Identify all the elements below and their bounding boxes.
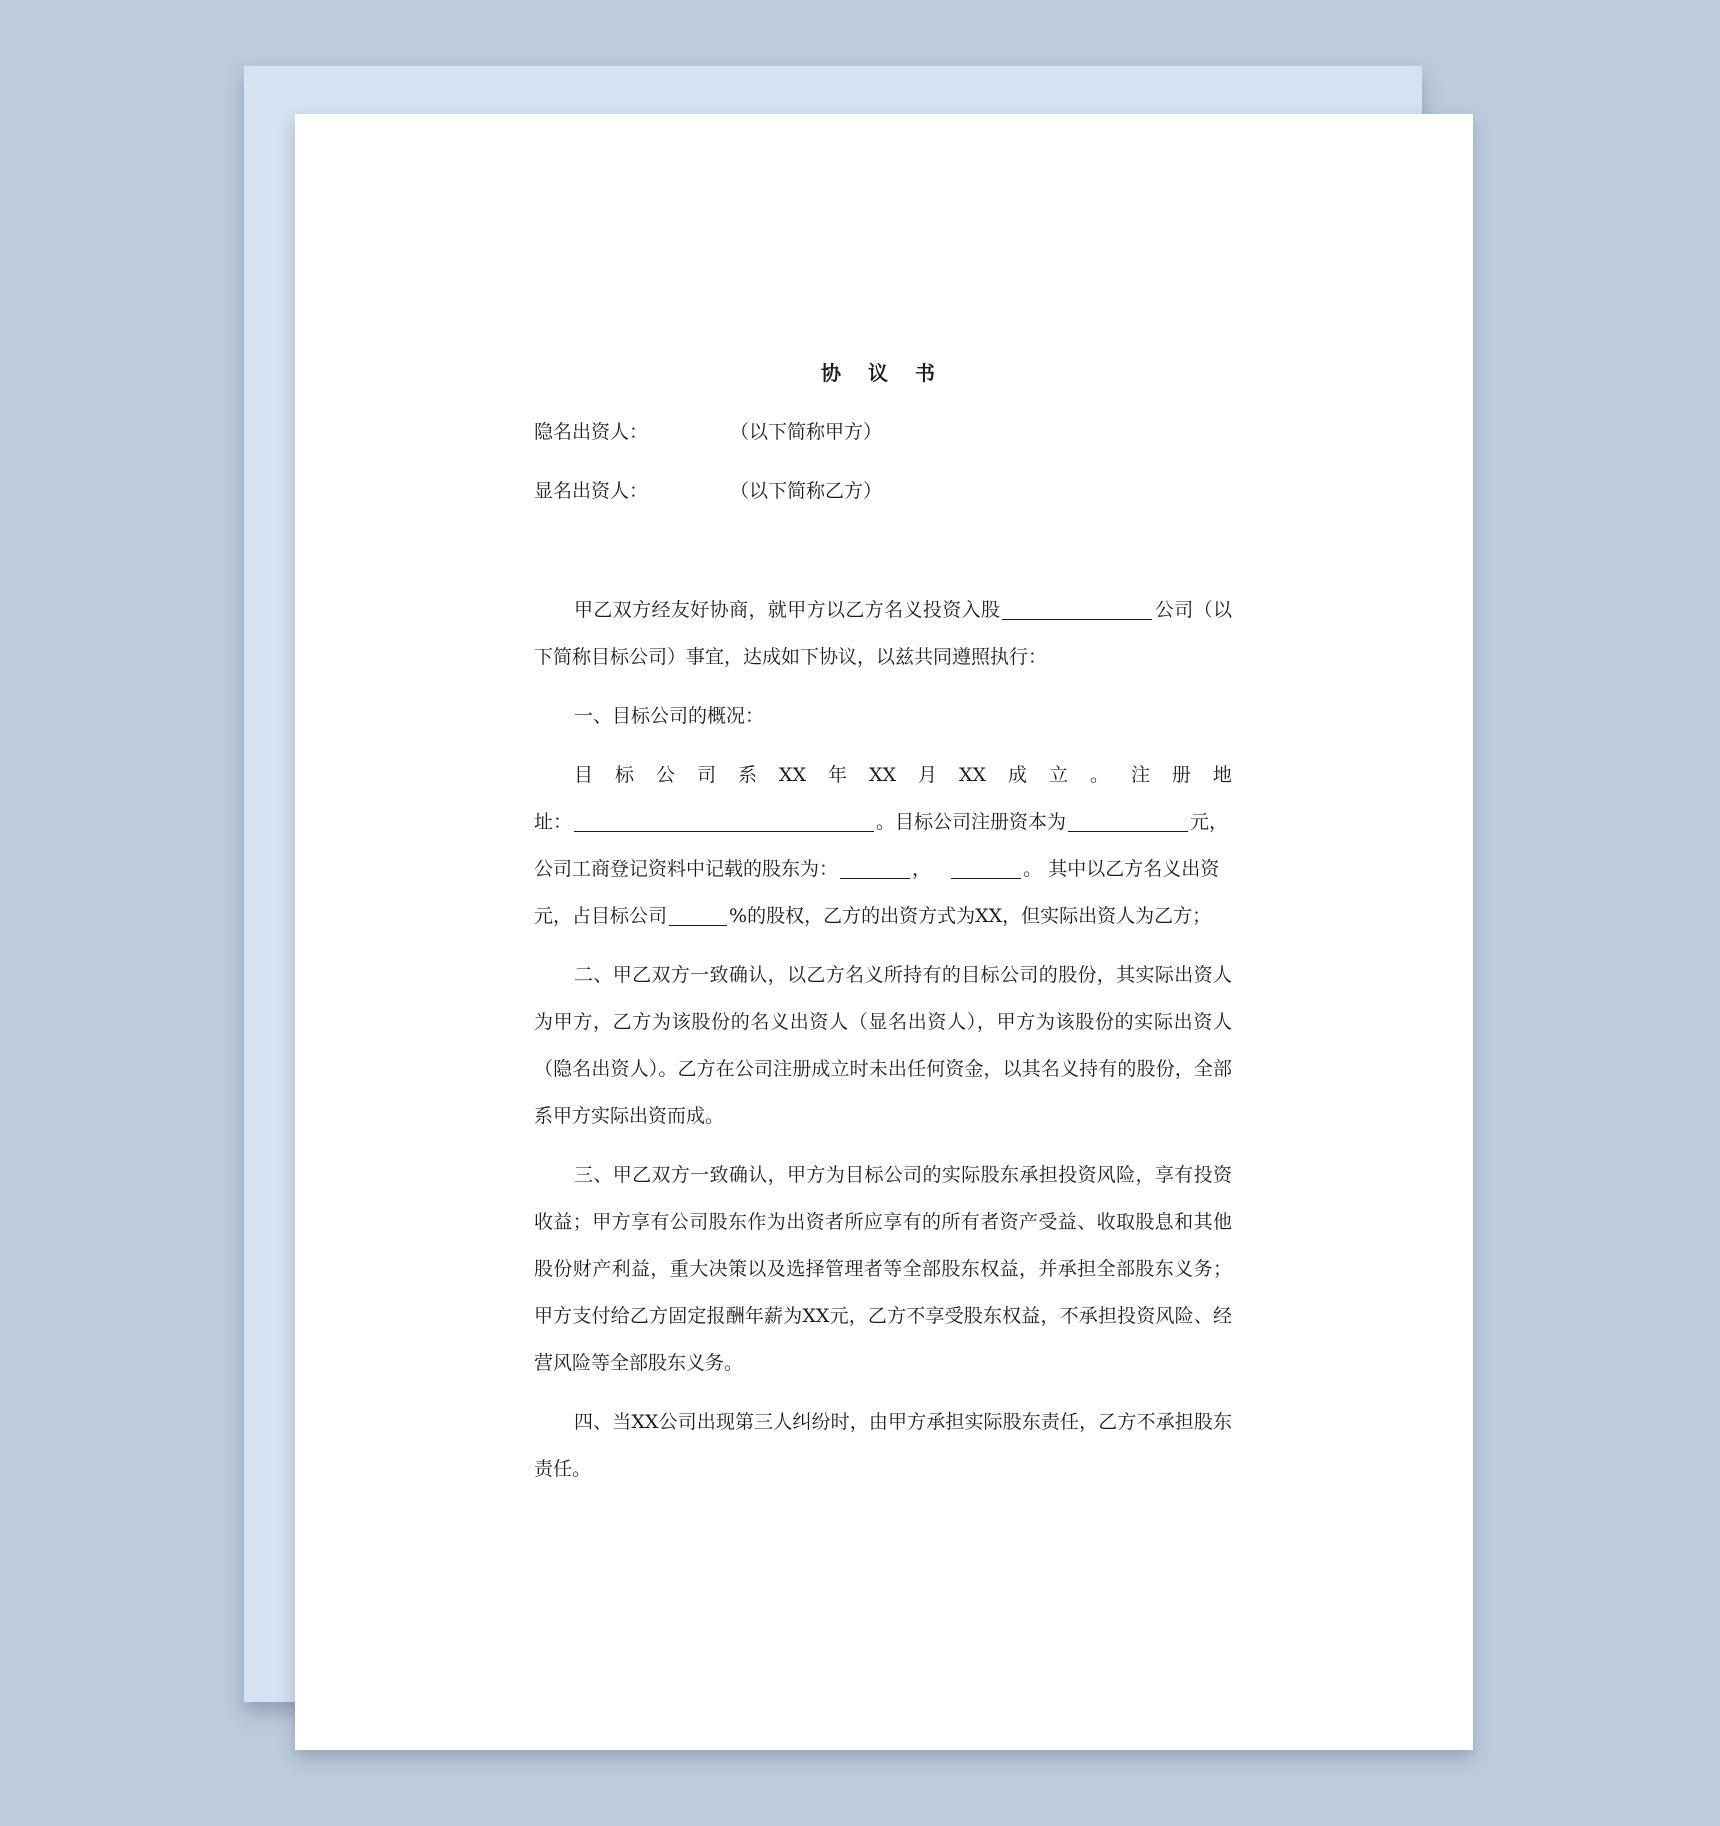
justified-token: 册 xyxy=(1171,764,1191,786)
justified-token: 司 xyxy=(696,764,716,786)
justified-token: 月 xyxy=(917,764,937,786)
intro-text-2: 公司（以下简称目标公司）事宜，达成如下协议，以兹共同遵照执行： xyxy=(534,599,1232,668)
section1-address-line xyxy=(534,799,1232,846)
justified-token: 标 xyxy=(614,764,634,786)
justified-token: 。 xyxy=(1089,764,1109,786)
section3-paragraph: 三、甲乙双方一致确认，甲方为目标公司的实际股东承担投资风险，享有投资收益；甲方享有公司股东作为出资者所应享有的所有者资产受益、收取股息和其他股份财产利益，重大决策以及选择管理者等全部股东权益，并承担全部股东义务；甲方支付给乙方固定报酬年薪为XX元，乙方不享受股东权益，不承担投资风险、经营风险等全部股东义务。 xyxy=(534,1164,1232,1374)
document-title: 协 议 书 xyxy=(821,361,945,385)
percent-text: %的股权，乙方的出资方式为XX，但实际出资人为乙方； xyxy=(729,905,1212,927)
period: 。 xyxy=(1023,858,1043,880)
invest-text: 其中以乙方名义出资 xyxy=(1042,858,1220,880)
justified-token: 年 xyxy=(827,764,847,786)
section1-justified-line xyxy=(534,752,1232,799)
intro-paragraph xyxy=(534,587,1232,681)
justified-token: 注 xyxy=(1130,764,1150,786)
percent-blank xyxy=(669,901,727,926)
party-a-note: （以下简称甲方） xyxy=(730,421,883,443)
intro-text-1: 甲乙双方经友好协商，就甲方以乙方名义投资入股 xyxy=(574,599,1001,621)
section2-paragraph: 二、甲乙双方一致确认，以乙方名义所持有的目标公司的股份，其实际出资人为甲方，乙方为该股份的名义出资人（显名出资人），甲方为该股份的实际出资人（隐名出资人）。乙方在公司注册成立时未出任何资金，以其名义持有的股份，全部系甲方实际出资而成。 xyxy=(534,964,1232,1127)
party-b-line xyxy=(534,468,1232,515)
yuan-text: 元，占目标公司 xyxy=(534,905,668,927)
section1-body xyxy=(534,752,1232,940)
justified-token: 公 xyxy=(655,764,675,786)
party-b-label: 显名出资人： xyxy=(534,480,649,502)
justified-token: XX xyxy=(958,764,987,786)
company-name-blank xyxy=(1002,595,1152,620)
comma: ， xyxy=(912,858,932,880)
document-content xyxy=(534,350,1232,1505)
address-label: 址： xyxy=(534,811,573,833)
party-a-line xyxy=(534,409,1232,456)
capital-text: 。目标公司注册资本为 xyxy=(876,811,1067,833)
shareholder-1-blank xyxy=(840,854,910,879)
section1-percent-line xyxy=(534,893,1232,940)
justified-token: XX xyxy=(868,764,896,786)
justified-token: 系 xyxy=(737,764,757,786)
shareholders-text: 公司工商登记资料中记载的股东为： xyxy=(534,858,839,880)
address-blank xyxy=(574,807,874,832)
party-a-label: 隐名出资人： xyxy=(534,421,649,443)
capital-unit: 元， xyxy=(1190,811,1229,833)
section1-shareholders-line xyxy=(534,846,1232,893)
shareholder-2-blank xyxy=(951,854,1021,879)
capital-blank xyxy=(1068,807,1188,832)
justified-token: 立 xyxy=(1048,764,1068,786)
justified-token: 成 xyxy=(1007,764,1027,786)
section1-heading: 一、目标公司的概况： xyxy=(574,705,765,727)
section4-paragraph: 四、当XX公司出现第三人纠纷时，由甲方承担实际股东责任，乙方不承担股东责任。 xyxy=(534,1411,1232,1480)
justified-token: 目 xyxy=(574,764,594,786)
justified-token: 地 xyxy=(1212,764,1232,786)
spacer xyxy=(534,527,1232,587)
justified-token: XX xyxy=(778,764,806,786)
party-b-note: （以下简称乙方） xyxy=(730,480,883,502)
